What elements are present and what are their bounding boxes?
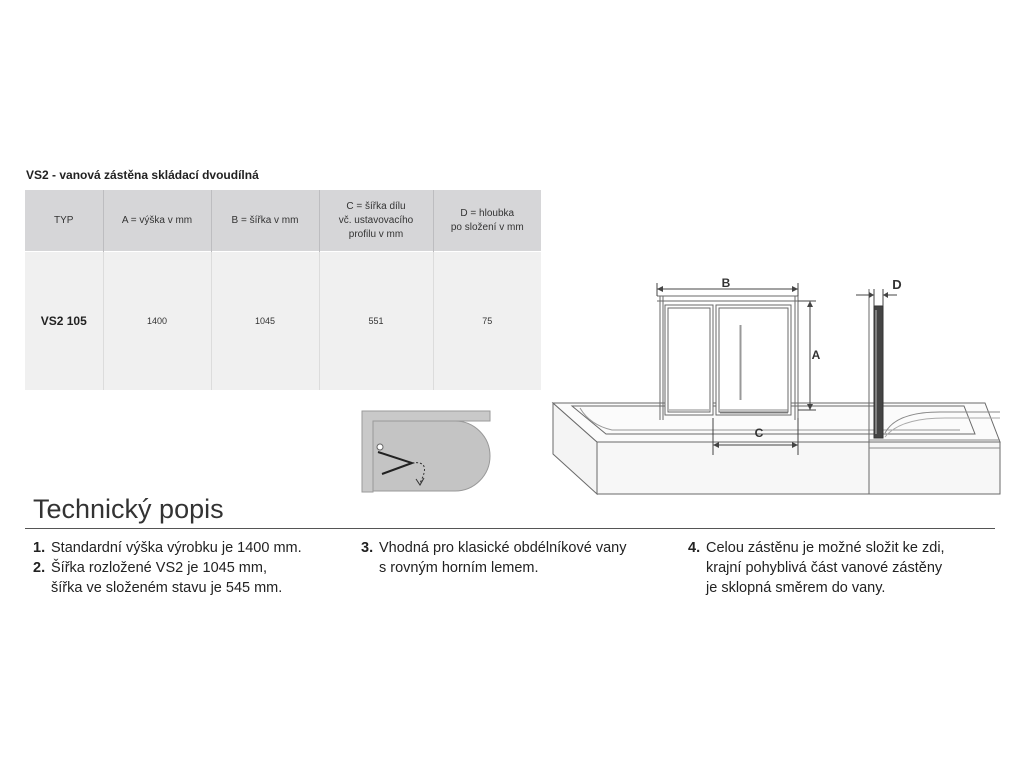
description-column-2 xyxy=(361,538,626,578)
section-heading: Technický popis xyxy=(33,494,224,524)
item-number: 1. xyxy=(33,540,46,556)
list-item xyxy=(33,538,302,558)
item-text: krajní pohyblivá část vanové zástěny xyxy=(706,560,943,576)
cell-width: 1045 xyxy=(211,252,319,391)
label-c: C xyxy=(754,426,764,440)
item-text: Vhodná pro klasické obdélníkové vany xyxy=(379,540,627,556)
item-text: Šířka rozložené VS2 je 1045 mm, xyxy=(51,560,267,576)
table-caption: VS2 - vanová zástěna skládací dvoudílná xyxy=(26,168,259,182)
description-column-1 xyxy=(33,538,302,598)
bath-screen-diagram xyxy=(553,283,1000,494)
top-view-diagram xyxy=(362,411,490,492)
cell-height: 1400 xyxy=(103,252,211,391)
list-item xyxy=(361,538,626,578)
cell-typ: VS2 105 xyxy=(25,252,103,391)
label-a: A xyxy=(811,348,821,362)
item-number: 2. xyxy=(33,560,46,576)
item-text: šířka ve složeném stavu je 545 mm. xyxy=(51,580,283,596)
label-b: B xyxy=(721,276,731,290)
header-typ: TYP xyxy=(25,190,103,252)
item-text: Standardní výška výrobku je 1400 mm. xyxy=(51,540,302,556)
header-depth: D = hloubka po složení v mm xyxy=(433,190,541,252)
item-text: Celou zástěnu je možné složit ke zdi, xyxy=(706,540,945,556)
item-number: 4. xyxy=(688,540,701,556)
item-text: s rovným horním lemem. xyxy=(379,560,539,576)
header-height: A = výška v mm xyxy=(103,190,211,252)
section-divider xyxy=(25,528,995,529)
item-text: je sklopná směrem do vany. xyxy=(706,580,886,596)
header-part-width: C = šířka dílu vč. ustavovacího profilu v mm xyxy=(319,190,433,252)
header-width: B = šířka v mm xyxy=(211,190,319,252)
list-item xyxy=(33,558,302,598)
item-number: 3. xyxy=(361,540,374,556)
label-d: D xyxy=(892,277,902,292)
description-column-3 xyxy=(688,538,945,598)
cell-part-width: 551 xyxy=(319,252,433,391)
list-item xyxy=(688,538,945,598)
cell-depth: 75 xyxy=(433,252,541,391)
